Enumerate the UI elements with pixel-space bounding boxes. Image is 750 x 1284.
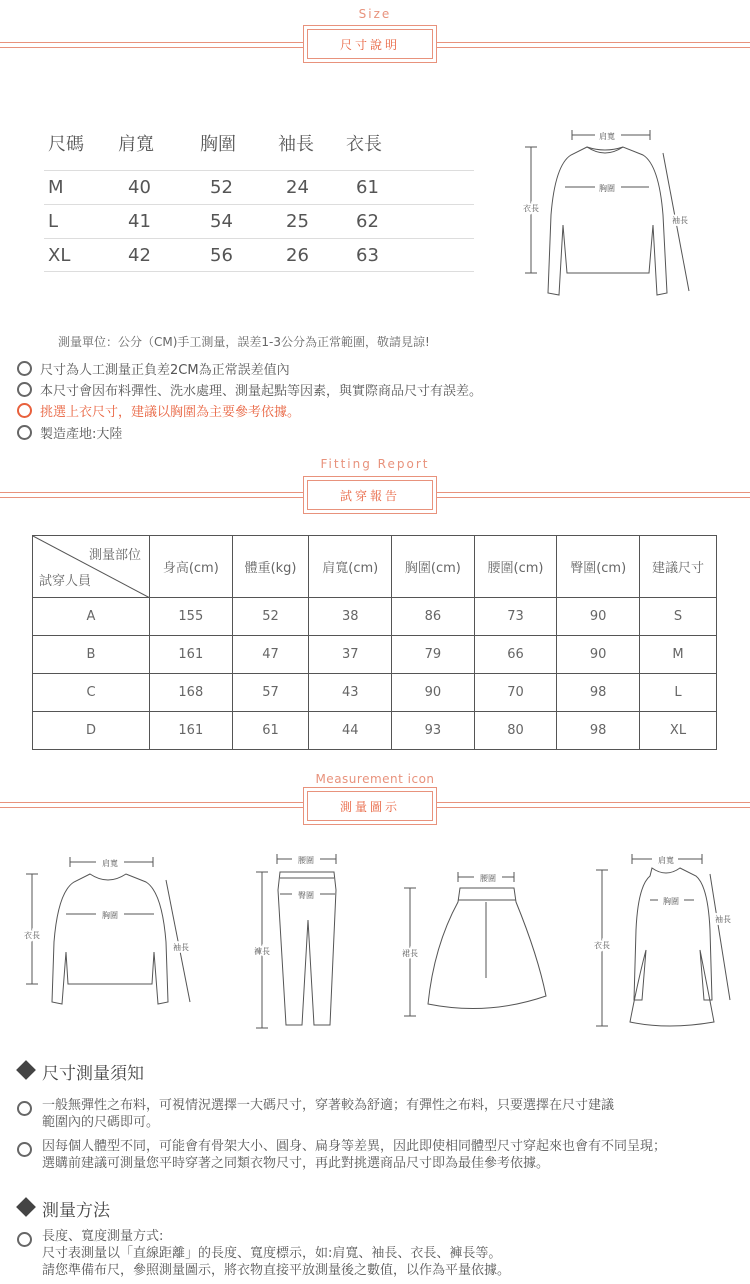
size-note-4: 製造產地:大陸 xyxy=(40,427,123,442)
hip-label: 臀圍 xyxy=(298,891,314,900)
method-text: 長度、寬度測量方式: 尺寸表測量以「直線距離」的長度、寬度標示，如:肩寬、袖長、衣長、褲長等。 請您準備布尺，參照測量圖示，將衣物直接平放測量後之數值，以作為平量依據。 xyxy=(42,1229,511,1278)
waist-label: 腰圍 xyxy=(480,874,496,883)
dress-measure-diagram xyxy=(590,850,740,1035)
shoulder-label: 肩寬 xyxy=(599,132,615,141)
size-row-xl: XL 42 56 26 63 xyxy=(44,238,474,272)
method-title: 測量方法 xyxy=(42,1201,110,1221)
circle-bullet-icon xyxy=(17,1142,32,1157)
top-measure-diagram xyxy=(18,852,198,1017)
table-row: B 161 47 37 79 66 90 M xyxy=(33,636,717,674)
section-fitting-title: 試穿報告 xyxy=(303,476,437,514)
length-label: 衣長 xyxy=(24,931,40,940)
size-note-1: 尺寸為人工測量正負差2CM為正常誤差值內 xyxy=(40,363,290,378)
knowledge-item-2: 因每個人體型不同，可能會有骨架大小、圓身、扁身等差異，因此即使相同體型尺寸穿起來也會有不同呈現； 選購前建議可測量您平時穿著之同類衣物尺寸，再此對挑選商品尺寸即為最佳參考依據。 xyxy=(42,1139,667,1171)
chest-label: 胸圍 xyxy=(102,911,118,920)
section-size-en: Size xyxy=(358,7,392,21)
top-garment-diagram xyxy=(515,125,705,300)
section-measure-title: 測量圖示 xyxy=(303,787,437,825)
chest-label: 胸圍 xyxy=(663,897,679,906)
sleeve-label: 袖長 xyxy=(715,915,731,924)
diamond-icon xyxy=(16,1197,36,1217)
section-fitting-en: Fitting Report xyxy=(320,457,430,471)
size-note-2: 本尺寸會因布料彈性、洗水處理、測量起點等因素，與實際商品尺寸有誤差。 xyxy=(40,384,483,399)
fitting-table-header: 測量部位 試穿人員 身高(cm) 體重(kg) 肩寬(cm) 胸圍(cm) 腰圍(cm) 臀圍(cm) 建議尺寸 xyxy=(33,536,717,598)
circle-bullet-icon xyxy=(17,382,32,397)
sleeve-label: 袖長 xyxy=(672,216,688,225)
table-row: C 168 57 43 90 70 98 L xyxy=(33,674,717,712)
section-size-title: 尺寸說明 xyxy=(303,25,437,63)
knowledge-item-1: 一般無彈性之布料，可視情況選擇一大碼尺寸，穿著較為舒適；有彈性之布料，只要選擇在尺寸建議 範圍內的尺碼即可。 xyxy=(42,1098,615,1130)
length-label: 衣長 xyxy=(594,941,610,950)
length-label: 衣長 xyxy=(523,204,539,213)
sleeve-label: 袖長 xyxy=(173,943,189,952)
circle-bullet-icon xyxy=(17,361,32,376)
pants-measure-diagram xyxy=(240,850,350,1035)
size-row-m: M 40 52 24 61 xyxy=(44,170,474,204)
circle-bullet-icon xyxy=(17,403,32,418)
knowledge-title: 尺寸測量須知 xyxy=(42,1064,144,1084)
waist-label: 腰圍 xyxy=(298,856,314,865)
shoulder-label: 肩寬 xyxy=(102,859,118,868)
fitting-table xyxy=(32,535,717,750)
section-measure-en: Measurement icon xyxy=(315,772,435,786)
circle-bullet-icon xyxy=(17,1101,32,1116)
pants-length-label: 褲長 xyxy=(254,947,270,956)
fitting-corner-cell: 測量部位 試穿人員 xyxy=(33,536,150,598)
skirt-length-label: 裙長 xyxy=(402,949,418,958)
size-note-3: 挑選上衣尺寸，建議以胸圍為主要參考依據。 xyxy=(40,405,301,420)
size-row-l: L 41 54 25 62 xyxy=(44,204,474,238)
circle-bullet-icon xyxy=(17,425,32,440)
shoulder-label: 肩寬 xyxy=(658,856,674,865)
diamond-icon xyxy=(16,1060,36,1080)
table-row: D 161 61 44 93 80 98 XL xyxy=(33,712,717,750)
skirt-measure-diagram xyxy=(398,866,558,1021)
unit-note: 測量單位：公分（CM)手工測量，誤差1-3公分為正常範圍，敬請見諒! xyxy=(58,335,430,349)
chest-label: 胸圍 xyxy=(599,184,615,193)
table-row: A 155 52 38 86 73 90 S xyxy=(33,598,717,636)
circle-bullet-icon xyxy=(17,1232,32,1247)
